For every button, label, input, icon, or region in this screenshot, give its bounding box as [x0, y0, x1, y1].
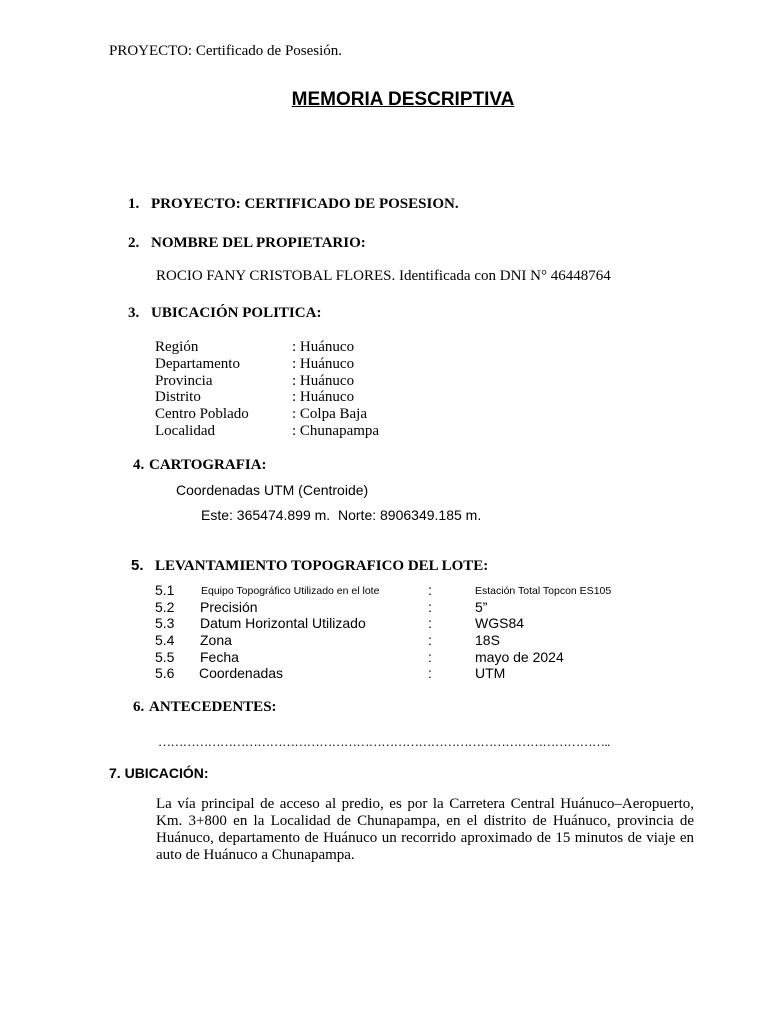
- row-separator: :: [428, 599, 432, 615]
- section-5-heading: [131, 557, 488, 575]
- row-label: Región: [155, 339, 199, 355]
- row-label: Zona: [200, 632, 232, 648]
- table-row: [155, 582, 715, 599]
- section-7-number: 7.: [109, 765, 121, 781]
- section-5-title: LEVANTAMIENTO TOPOGRAFICO DEL LOTE:: [155, 558, 489, 574]
- row-value: mayo de 2024: [475, 649, 564, 665]
- row-label: Precisión: [200, 599, 258, 615]
- row-value: : Huánuco: [292, 356, 355, 372]
- section-1-heading: [128, 196, 459, 213]
- table-row: [155, 615, 715, 632]
- row-number: 5.4: [155, 632, 175, 648]
- row-label: Fecha: [200, 649, 239, 665]
- row-number: 5.1: [155, 582, 175, 598]
- section-3-number: 3.: [128, 305, 140, 321]
- row-label: Equipo Topográfico Utilizado en el lote: [201, 585, 380, 597]
- section-4-number: 4.: [133, 457, 145, 473]
- section-2-number: 2.: [128, 235, 140, 251]
- row-number: 5.2: [155, 599, 175, 615]
- antecedentes-dots: ………………………………………………………………………………………………..: [158, 734, 610, 749]
- row-label: Localidad: [155, 423, 215, 439]
- row-label: Coordenadas: [199, 665, 284, 681]
- section-3-heading: [128, 305, 321, 322]
- row-label: Provincia: [155, 373, 213, 389]
- owner-text: ROCIO FANY CRISTOBAL FLORES. Identificada con DNI N° 46448764: [156, 268, 611, 284]
- coordinates-label: Coordenadas UTM (Centroide): [176, 482, 369, 498]
- table-row: [155, 665, 715, 682]
- row-separator: :: [428, 649, 432, 665]
- page-header: PROYECTO: Certificado de Posesión.: [109, 43, 343, 59]
- norte-coordinate: Norte: 8906349.185 m.: [338, 507, 482, 523]
- row-value: UTM: [475, 665, 506, 681]
- row-value: : Colpa Baja: [292, 406, 367, 422]
- row-label: Centro Poblado: [155, 406, 249, 422]
- section-7-title: UBICACIÓN:: [124, 765, 209, 781]
- row-label: Datum Horizontal Utilizado: [200, 615, 366, 631]
- row-value: : Huánuco: [292, 389, 355, 405]
- row-separator: :: [428, 665, 432, 681]
- document-title: MEMORIA DESCRIPTIVA: [291, 89, 515, 110]
- row-value: : Huánuco: [292, 339, 355, 355]
- row-value: 18S: [475, 632, 500, 648]
- row-value: Estación Total Topcon ES105: [475, 585, 612, 597]
- section-4-title: CARTOGRAFIA:: [149, 457, 267, 473]
- row-value: WGS84: [475, 615, 525, 631]
- row-separator: :: [428, 632, 432, 648]
- section-7-heading: [109, 765, 209, 781]
- section-6-number: 6.: [133, 699, 145, 715]
- row-label: Distrito: [155, 389, 201, 405]
- section-1-number: 1.: [128, 196, 140, 212]
- section-2-title: NOMBRE DEL PROPIETARIO:: [151, 235, 366, 251]
- row-number: 5.5: [155, 649, 175, 665]
- row-separator: :: [428, 615, 432, 631]
- row-value: 5”: [475, 599, 488, 615]
- section-3-title: UBICACIÓN POLITICA:: [151, 305, 322, 321]
- section-2-heading: [128, 235, 366, 252]
- political-location-table: [155, 339, 455, 449]
- row-label: Departamento: [155, 356, 240, 372]
- section-5-number: 5.: [131, 557, 144, 574]
- row-number: 5.3: [155, 615, 175, 631]
- location-paragraph: La vía principal de acceso al predio, es por la Carretera Central Huánuco–Aeropuerto, Km. 3+800 en la Localidad de Chunapampa, en el distrito de Huánuco, provincia de Huánuco, departamento de Huánuco un recorrido aproximado de 15 minutos de viaje en auto de Huánuco a Chunapampa.: [156, 796, 694, 863]
- section-1-title: PROYECTO: CERTIFICADO DE POSESION.: [151, 196, 459, 212]
- row-separator: :: [428, 582, 432, 598]
- section-6-title: ANTECEDENTES:: [149, 699, 277, 715]
- table-row: [155, 649, 715, 666]
- table-row: [155, 599, 715, 616]
- row-value: : Chunapampa: [292, 423, 380, 439]
- section-6-heading: [133, 699, 277, 716]
- table-row: [155, 632, 715, 649]
- row-value: : Huánuco: [292, 373, 355, 389]
- row-number: 5.6: [155, 665, 175, 681]
- section-4-heading: [133, 457, 267, 474]
- este-coordinate: Este: 365474.899 m.: [201, 507, 331, 523]
